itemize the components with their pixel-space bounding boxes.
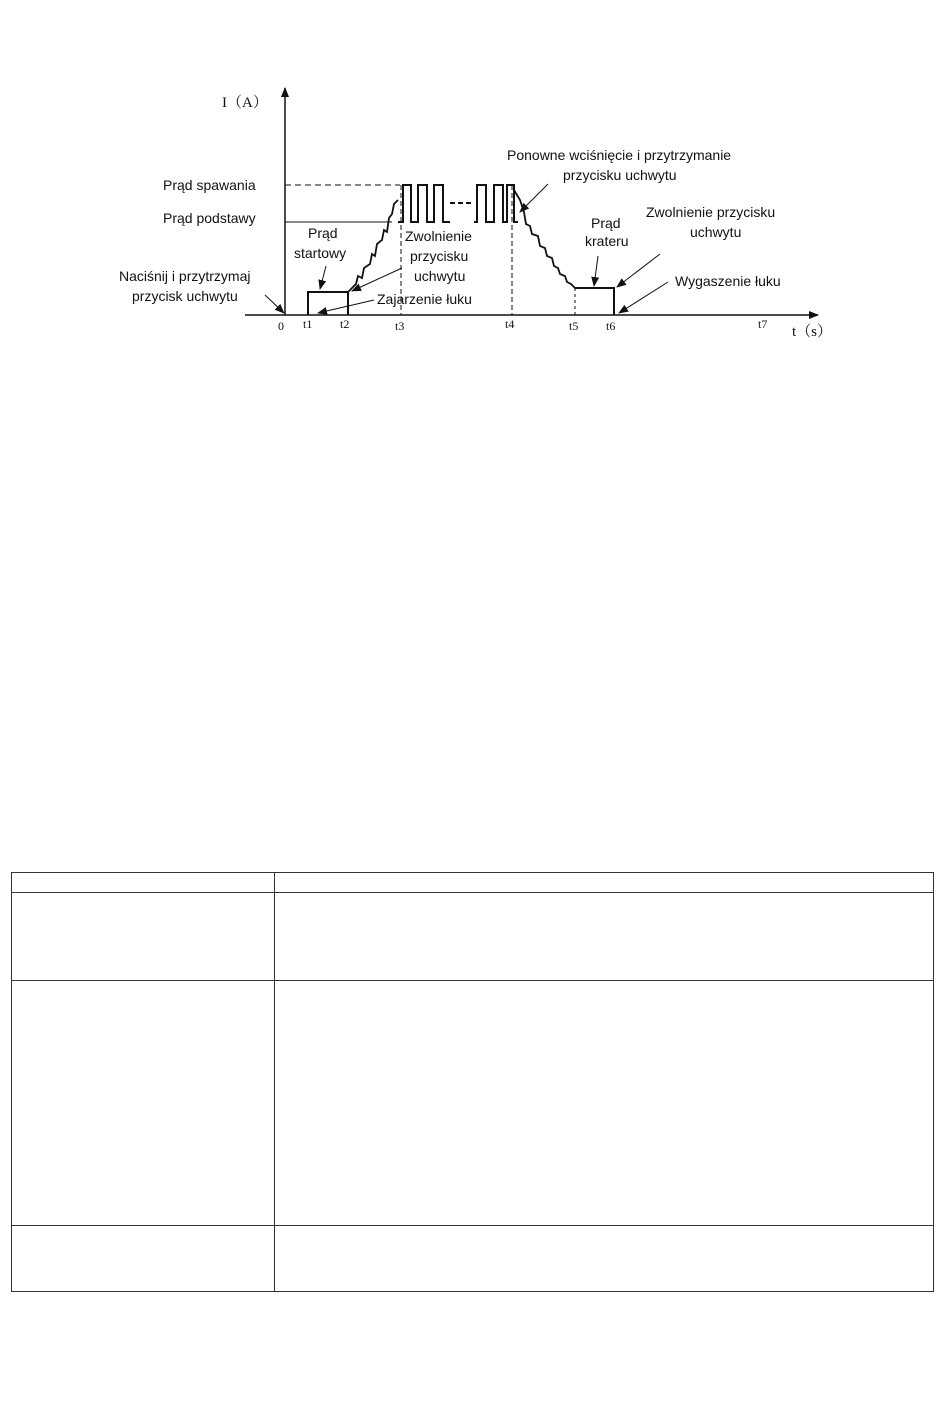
label-release-1-line1: Zwolnienie <box>405 228 472 244</box>
tick-t7: t7 <box>758 317 768 331</box>
label-start-current-2: startowy <box>294 245 347 261</box>
label-release-2-line1: Zwolnienie przycisku <box>646 204 776 220</box>
label-press-hold-2: przycisk uchwytu <box>132 288 238 304</box>
label-arc-extinguish: Wygaszenie łuku <box>675 273 781 289</box>
table-cell <box>12 981 275 1226</box>
ramp-down <box>514 190 575 288</box>
label-crater-2: krateru <box>585 233 629 249</box>
tick-t1: t1 <box>303 317 313 331</box>
arrow-start-current <box>320 266 326 289</box>
label-repress-2: przycisku uchwytu <box>563 167 677 183</box>
tick-0: 0 <box>278 319 284 333</box>
table-cell <box>12 873 275 893</box>
label-welding-current: Prąd spawania <box>163 177 256 193</box>
tick-t4: t4 <box>505 317 515 331</box>
ramp-up <box>348 200 398 292</box>
arrow-press-hold <box>265 295 284 313</box>
table-cell <box>275 873 934 893</box>
table-cell <box>12 1226 275 1292</box>
arrow-repress <box>520 184 548 212</box>
table-row <box>12 893 934 981</box>
tick-t3: t3 <box>395 319 405 333</box>
label-release-2-line2: uchwytu <box>690 224 742 240</box>
table-row <box>12 1226 934 1292</box>
label-press-hold-1: Naciśnij i przytrzymaj <box>119 268 251 284</box>
tick-t5: t5 <box>569 319 579 333</box>
label-release-1-line3: uchwytu <box>414 268 466 284</box>
table-row <box>12 981 934 1226</box>
label-start-current-1: Prąd <box>308 225 338 241</box>
label-crater-1: Prąd <box>591 215 621 231</box>
arrow-release-2 <box>617 254 660 287</box>
tick-t2: t2 <box>340 317 350 331</box>
y-axis-label: I（A） <box>222 95 268 111</box>
arrow-arc-extinguish <box>619 282 668 313</box>
arrow-arc-ignition <box>318 300 374 313</box>
pulse-train-1 <box>398 185 450 222</box>
start-current-step <box>308 292 348 315</box>
arrow-crater <box>594 256 598 286</box>
spec-table <box>11 872 934 1292</box>
label-release-1-line2: przycisku <box>410 248 469 264</box>
crater-current-step <box>575 288 614 315</box>
tick-t6: t6 <box>606 319 616 333</box>
table-row <box>12 873 934 893</box>
label-repress-1: Ponowne wciśnięcie i przytrzymanie <box>507 147 732 163</box>
table-cell <box>275 1226 934 1292</box>
table-cell <box>275 893 934 981</box>
label-base-current: Prąd podstawy <box>163 210 256 226</box>
pulse-train-2 <box>474 185 518 222</box>
table-cell <box>12 893 275 981</box>
label-arc-ignition: Zajarzenie łuku <box>377 291 472 307</box>
x-axis-label: t（s） <box>792 324 833 340</box>
table-cell <box>275 981 934 1226</box>
arrow-release-1 <box>352 268 402 291</box>
